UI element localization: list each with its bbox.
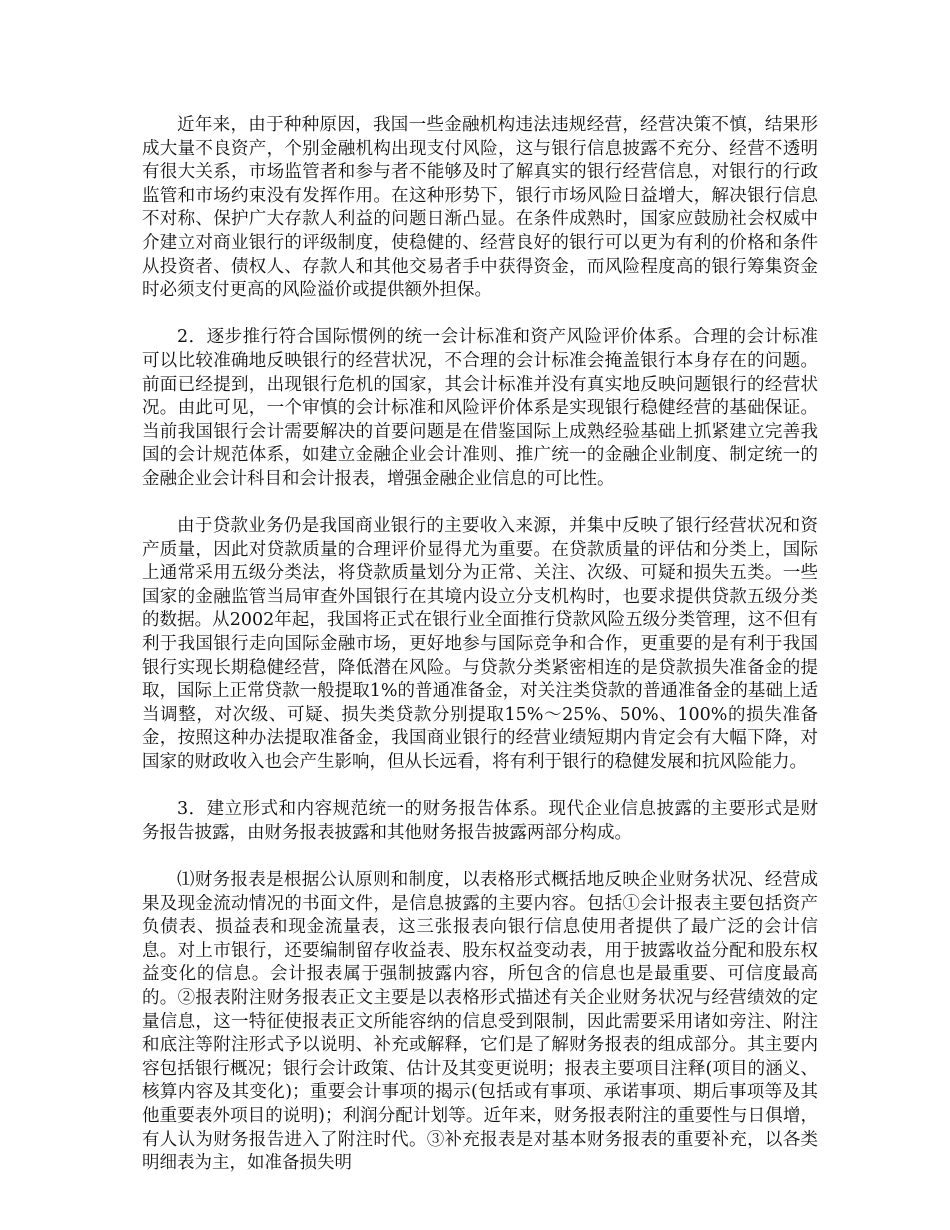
document-body (142, 114, 818, 1176)
paragraph-loan-classification: 由于贷款业务仍是我国商业银行的主要收入来源，并集中反映了银行经营状况和资产质量，因此对贷款质量的合理评价显得尤为重要。在贷款质量的评估和分类上，国际上通常采用五级分类法，将贷款质量划分为正常、关注、次级、可疑和损失五类。一些国家的金融监管当局审查外国银行在其境内设立分支机构时，也要求提供贷款五级分类的数据。从2002年起，我国将正式在银行业全面推行贷款风险五级分类管理，这不但有利于我国银行走向国际金融市场，更好地参与国际竞争和合作，更重要的是有利于我国银行实现长期稳健经营，降低潜在风险。与贷款分类紧密相连的是贷款损失准备金的提取，国际上正常贷款一般提取1%的普通准备金，对关注类贷款的普通准备金的基础上适当调整，对次级、可疑、损失类贷款分别提取15%～25%、50%、100%的损失准备金，按照这种办法提取准备金，我国商业银行的经营业绩短期内肯定会有大幅下降，对国家的财政收入也会产生影响，但从长远看，将有利于银行的稳健发展和抗风险能力。 (142, 516, 818, 773)
paragraph-financial-statements: ⑴财务报表是根据公认原则和制度，以表格形式概括地反映企业财务状况、经营成果及现金流动情况的书面文件，是信息披露的主要内容。包括①会计报表主要包括资产负债表、损益表和现金流量表，这三张报表向银行信息使用者提供了最广泛的会计信息。对上市银行，还要编制留存收益表、股东权益变动表，用于披露收益分配和股东权益变化的信息。会计报表属于强制披露内容，所包含的信息也是最重要、可信度最高的。②报表附注财务报表正文主要是以表格形式描述有关企业财务状况与经营绩效的定量信息，这一特征使报表正文所能容纳的信息受到限制，因此需要采用诸如旁注、附注和底注等附注形式予以说明、补充或解释，它们是了解财务报表的组成部分。其主要内容包括银行概况；银行会计政策、估计及其变更说明；报表主要项目注释(项目的涵义、核算内容及其变化)；重要会计事项的揭示(包括或有事项、承诺事项、期后事项等及其他重要表外项目的说明)；利润分配计划等。近年来，财务报表附注的重要性与日俱增，有人认为财务报告进入了附注时代。③补充报表是对基本财务报表的重要补充，以各类明细表为主，如准备损失明 (142, 870, 818, 1174)
paragraph-accounting-standards: 2．逐步推行符合国际惯例的统一会计标准和资产风险评价体系。合理的会计标准可以比较准确地反映银行的经营状况，不合理的会计标准会掩盖银行本身存在的问题。前面已经提到，出现银行危机的国家，其会计标准并没有真实地反映问题银行的经营状况。由此可见，一个审慎的会计标准和风险评价体系是实现银行稳健经营的基础保证。当前我国银行会计需要解决的首要问题是在借鉴国际上成熟经验基础上抓紧建立完善我国的会计规范体系，如建立金融企业会计准则、推广统一的金融企业制度、制定统一的金融企业会计科目和会计报表，增强金融企业信息的可比性。 (142, 327, 818, 489)
paragraph-financial-report-system: 3．建立形式和内容规范统一的财务报告体系。现代企业信息披露的主要形式是财务报告披露，由财务报表披露和其他财务报告披露两部分构成。 (142, 799, 818, 843)
paragraph-information-disclosure: 近年来，由于种种原因，我国一些金融机构违法违规经营，经营决策不慎，结果形成大量不良资产，个别金融机构出现支付风险，这与银行信息披露不充分、经营不透明有很大关系，市场监管者和参与者不能够及时了解真实的银行经营信息，对银行的行政监管和市场约束没有发挥作用。在这种形势下，银行市场风险日益增大，解决银行信息不对称、保护广大存款人利益的问题日渐凸显。在条件成熟时，国家应鼓励社会权威中介建立对商业银行的评级制度，使稳健的、经营良好的银行可以更为有利的价格和条件从投资者、债权人、存款人和其他交易者手中获得资金，而风险程度高的银行筹集资金时必须支付更高的风险溢价或提供额外担保。 (142, 115, 818, 301)
